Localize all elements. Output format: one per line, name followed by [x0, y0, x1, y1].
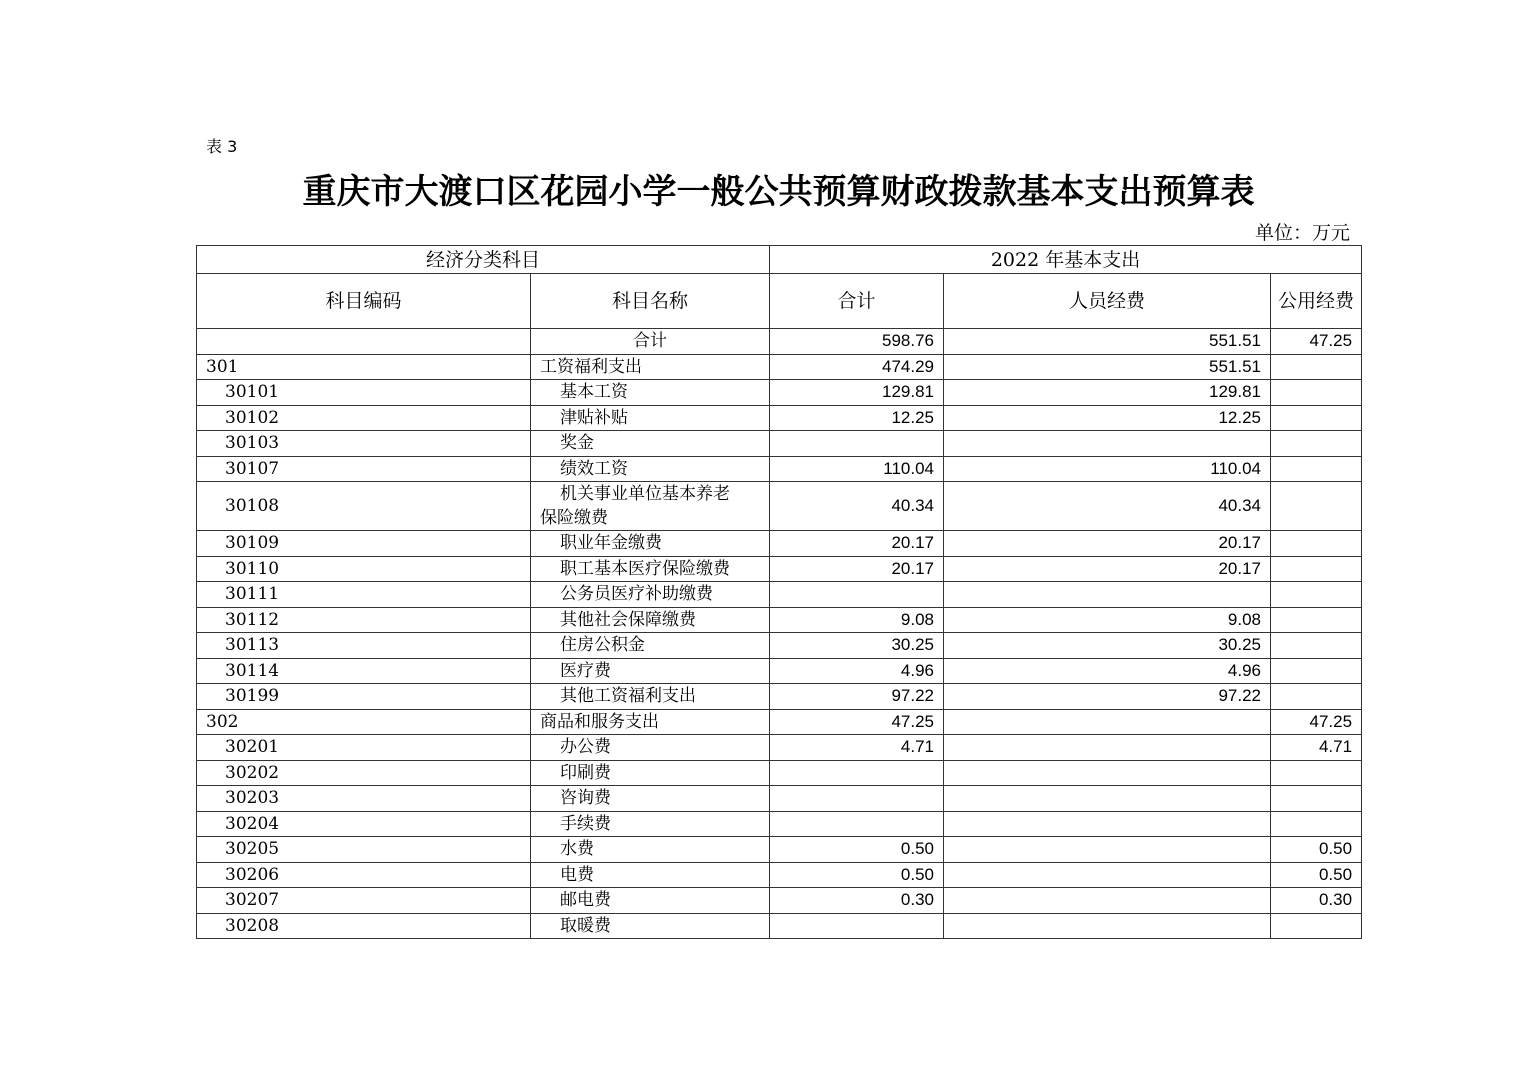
table-row — [197, 431, 1362, 457]
row-code: 30208 — [197, 913, 531, 939]
row-code: 30201 — [197, 735, 531, 761]
row-code: 30206 — [197, 862, 531, 888]
row-code: 30205 — [197, 837, 531, 863]
table-row — [197, 811, 1362, 837]
unit-label: 单位：万元 — [1254, 222, 1350, 244]
row-name: 公务员医疗补助缴费 — [531, 582, 770, 608]
row-name: 其他社会保障缴费 — [531, 607, 770, 633]
header-year-basic-expenditure: 2022 年基本支出 — [770, 246, 1362, 274]
table-row — [197, 913, 1362, 939]
row-code: 30203 — [197, 786, 531, 812]
row-personnel — [944, 582, 1271, 608]
row-personnel — [944, 709, 1271, 735]
row-name: 工资福利支出 — [531, 354, 770, 380]
row-code: 30202 — [197, 760, 531, 786]
row-public — [1271, 405, 1362, 431]
row-code: 30107 — [197, 456, 531, 482]
row-public: 4.71 — [1271, 735, 1362, 761]
row-public — [1271, 556, 1362, 582]
row-personnel — [944, 811, 1271, 837]
row-code: 30111 — [197, 582, 531, 608]
row-total: 40.34 — [770, 482, 944, 531]
row-total — [770, 913, 944, 939]
row-public — [1271, 456, 1362, 482]
row-public — [1271, 607, 1362, 633]
row-personnel: 97.22 — [944, 684, 1271, 710]
row-name: 医疗费 — [531, 658, 770, 684]
row-personnel — [944, 735, 1271, 761]
budget-table — [196, 245, 1362, 939]
row-total: 20.17 — [770, 531, 944, 557]
row-personnel: 40.34 — [944, 482, 1271, 531]
row-code: 30199 — [197, 684, 531, 710]
row-total: 0.50 — [770, 837, 944, 863]
row-personnel — [944, 431, 1271, 457]
row-total: 598.76 — [770, 329, 944, 355]
row-code: 301 — [197, 354, 531, 380]
table-row — [197, 607, 1362, 633]
row-total: 0.30 — [770, 888, 944, 914]
row-name: 办公费 — [531, 735, 770, 761]
row-total: 12.25 — [770, 405, 944, 431]
table-row — [197, 684, 1362, 710]
row-public — [1271, 531, 1362, 557]
row-total: 129.81 — [770, 380, 944, 406]
table-row — [197, 633, 1362, 659]
row-name: 手续费 — [531, 811, 770, 837]
page-title: 重庆市大渡口区花园小学一般公共预算财政拨款基本支出预算表 — [302, 172, 1255, 212]
row-total: 9.08 — [770, 607, 944, 633]
row-personnel: 551.51 — [944, 329, 1271, 355]
row-total: 110.04 — [770, 456, 944, 482]
row-code: 30207 — [197, 888, 531, 914]
row-public: 0.30 — [1271, 888, 1362, 914]
row-name-line2: 保险缴费 — [540, 508, 608, 528]
table-row — [197, 786, 1362, 812]
row-personnel: 20.17 — [944, 531, 1271, 557]
row-personnel: 4.96 — [944, 658, 1271, 684]
row-code: 30108 — [197, 482, 531, 531]
row-personnel: 129.81 — [944, 380, 1271, 406]
row-total — [770, 811, 944, 837]
table-row — [197, 888, 1362, 914]
row-name: 电费 — [531, 862, 770, 888]
table-row — [197, 862, 1362, 888]
row-name: 职业年金缴费 — [531, 531, 770, 557]
row-public — [1271, 658, 1362, 684]
table-row — [197, 380, 1362, 406]
row-total: 0.50 — [770, 862, 944, 888]
row-personnel: 12.25 — [944, 405, 1271, 431]
row-name: 咨询费 — [531, 786, 770, 812]
row-name: 商品和服务支出 — [531, 709, 770, 735]
row-total — [770, 582, 944, 608]
row-code: 30114 — [197, 658, 531, 684]
table-row — [197, 482, 1362, 531]
row-total: 20.17 — [770, 556, 944, 582]
row-personnel — [944, 786, 1271, 812]
row-public — [1271, 811, 1362, 837]
table-row — [197, 354, 1362, 380]
row-total: 4.96 — [770, 658, 944, 684]
row-name: 印刷费 — [531, 760, 770, 786]
row-name: 职工基本医疗保险缴费 — [531, 556, 770, 582]
row-name: 绩效工资 — [531, 456, 770, 482]
row-total: 30.25 — [770, 633, 944, 659]
table-row — [197, 405, 1362, 431]
row-public: 0.50 — [1271, 862, 1362, 888]
row-code: 30102 — [197, 405, 531, 431]
row-code: 30101 — [197, 380, 531, 406]
row-code: 30110 — [197, 556, 531, 582]
table-row — [197, 531, 1362, 557]
row-public — [1271, 786, 1362, 812]
row-name: 奖金 — [531, 431, 770, 457]
row-personnel — [944, 888, 1271, 914]
row-public — [1271, 582, 1362, 608]
table-number-label: 表 3 — [206, 137, 238, 156]
row-personnel — [944, 862, 1271, 888]
header-public: 公用经费 — [1271, 274, 1362, 329]
row-code: 30103 — [197, 431, 531, 457]
row-total: 4.71 — [770, 735, 944, 761]
table-row — [197, 735, 1362, 761]
row-public — [1271, 380, 1362, 406]
row-name: 合计 — [531, 329, 770, 355]
table-row — [197, 760, 1362, 786]
table-row — [197, 837, 1362, 863]
row-name: 津贴补贴 — [531, 405, 770, 431]
row-name: 其他工资福利支出 — [531, 684, 770, 710]
row-personnel: 20.17 — [944, 556, 1271, 582]
row-public — [1271, 760, 1362, 786]
table-row-total — [197, 329, 1362, 355]
row-name — [531, 482, 770, 531]
row-total — [770, 786, 944, 812]
row-public — [1271, 684, 1362, 710]
header-economic-classification: 经济分类科目 — [197, 246, 770, 274]
table-row — [197, 709, 1362, 735]
row-code: 30113 — [197, 633, 531, 659]
row-personnel — [944, 760, 1271, 786]
header-total: 合计 — [770, 274, 944, 329]
table-row — [197, 456, 1362, 482]
table-row — [197, 582, 1362, 608]
row-personnel: 110.04 — [944, 456, 1271, 482]
row-personnel — [944, 837, 1271, 863]
row-public: 0.50 — [1271, 837, 1362, 863]
row-total: 474.29 — [770, 354, 944, 380]
row-name: 取暖费 — [531, 913, 770, 939]
group-header-row — [197, 246, 1362, 274]
row-name: 基本工资 — [531, 380, 770, 406]
row-code — [197, 329, 531, 355]
row-public — [1271, 482, 1362, 531]
table-row — [197, 556, 1362, 582]
row-public — [1271, 431, 1362, 457]
row-name: 水费 — [531, 837, 770, 863]
column-header-row — [197, 274, 1362, 329]
row-personnel: 30.25 — [944, 633, 1271, 659]
row-personnel: 9.08 — [944, 607, 1271, 633]
row-code: 30109 — [197, 531, 531, 557]
row-code: 30204 — [197, 811, 531, 837]
row-name: 邮电费 — [531, 888, 770, 914]
header-personnel: 人员经费 — [944, 274, 1271, 329]
header-name: 科目名称 — [531, 274, 770, 329]
table-row — [197, 658, 1362, 684]
row-total — [770, 760, 944, 786]
row-public — [1271, 913, 1362, 939]
row-code: 30112 — [197, 607, 531, 633]
row-public: 47.25 — [1271, 329, 1362, 355]
row-public — [1271, 633, 1362, 659]
header-code: 科目编码 — [197, 274, 531, 329]
row-total — [770, 431, 944, 457]
row-code: 302 — [197, 709, 531, 735]
row-name: 住房公积金 — [531, 633, 770, 659]
row-personnel: 551.51 — [944, 354, 1271, 380]
row-personnel — [944, 913, 1271, 939]
row-public — [1271, 354, 1362, 380]
row-total: 97.22 — [770, 684, 944, 710]
row-total: 47.25 — [770, 709, 944, 735]
row-public: 47.25 — [1271, 709, 1362, 735]
row-name-line1: 机关事业单位基本养老 — [560, 484, 730, 504]
